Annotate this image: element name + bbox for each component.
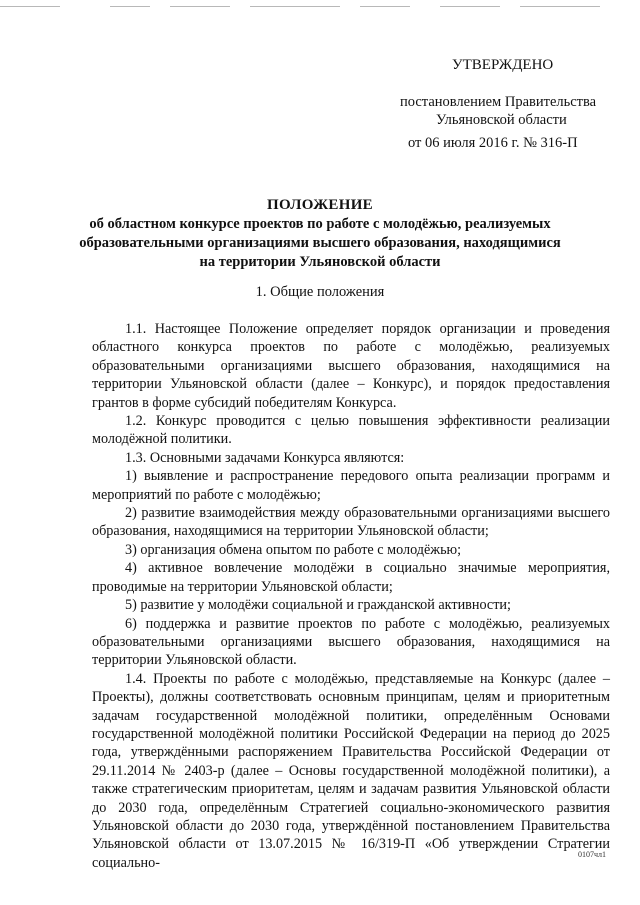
task-item-3: 3) организация обмена опытом по работе с молодёжью; [125,541,462,558]
task-item-5: 5) развитие у молодёжи социальной и гражданской активности; [125,597,511,614]
page-code: 0107чл1 [578,850,607,859]
document-subtitle-line-2: образовательными организациями высшего образования, находящимися [79,235,561,251]
paragraph-1-1: 1.1. Настоящее Положение определяет порядок организации и проведения областного конкурса проектов по работе с молодёжью, реализуемых образовательными организациями высшего образования, находящимися на территории Ульяновской области (далее – Конкурс), и порядок предоставления грантов в форме субсидий победителям Конкурса. [92,321,610,411]
document-title: ПОЛОЖЕНИЕ [267,197,373,213]
paragraph-1-2: 1.2. Конкурс проводится с целью повышения эффективности реализации молодёжной политики. [92,413,610,448]
paragraph-1-4: 1.4. Проекты по работе с молодёжью, представляемые на Конкурс (далее – Проекты), должны соответствовать основным принципам, целям и приоритетным задачам государственной молодёжной политики, определённым Основами государственной молодёжной политики Российской Федерации на период до 2025 года, утверждёнными распоряжением Правительства Российской Федерации от 29.11.2014 № 2403-р (далее – Основы государственной молодёжной политики), а также стратегическим приоритетам, целям и задачам развития Ульяновской области до 2030 года, определённым Стратегией социально-экономического развития Ульяновской области до 2030 года, утверждённой постановлением Правительства Ульяновской области от 13.07.2015 № 16/319-П «Об утверждении Стратегии социально- [92,670,610,871]
task-item-1: 1) выявление и распространение передового опыта реализации программ и мероприятий по работе с молодёжью; [92,468,610,503]
task-item-6: 6) поддержка и развитие проектов по работе с молодёжью, реализуемых образовательными организациями высшего образования, находящимися на территории Ульяновской области. [92,615,610,669]
document-title-block [60,196,580,272]
task-item-4: 4) активное вовлечение молодёжи в социально значимые мероприятия, проводимые на территории Ульяновской области; [92,560,610,595]
scan-artifacts [0,6,640,10]
document-subtitle-line-1: об областном конкурсе проектов по работе с молодёжью, реализуемых [89,216,551,232]
task-item-2: 2) развитие взаимодействия между образовательными организациями высшего образования, находящимися на территории Ульяновской области; [92,505,610,540]
approved-label: УТВЕРЖДЕНО [452,57,554,73]
section-body [92,320,610,872]
approval-date-number: от 06 июля 2016 г. № 316-П [408,135,578,151]
paragraph-1-3: 1.3. Основными задачами Конкурса являются: [125,449,405,466]
section-heading: 1. Общие положения [255,284,385,300]
approval-region: Ульяновской области [436,112,567,128]
document-subtitle-line-3: на территории Ульяновской области [199,254,441,270]
approval-authority: постановлением Правительства [400,94,597,110]
